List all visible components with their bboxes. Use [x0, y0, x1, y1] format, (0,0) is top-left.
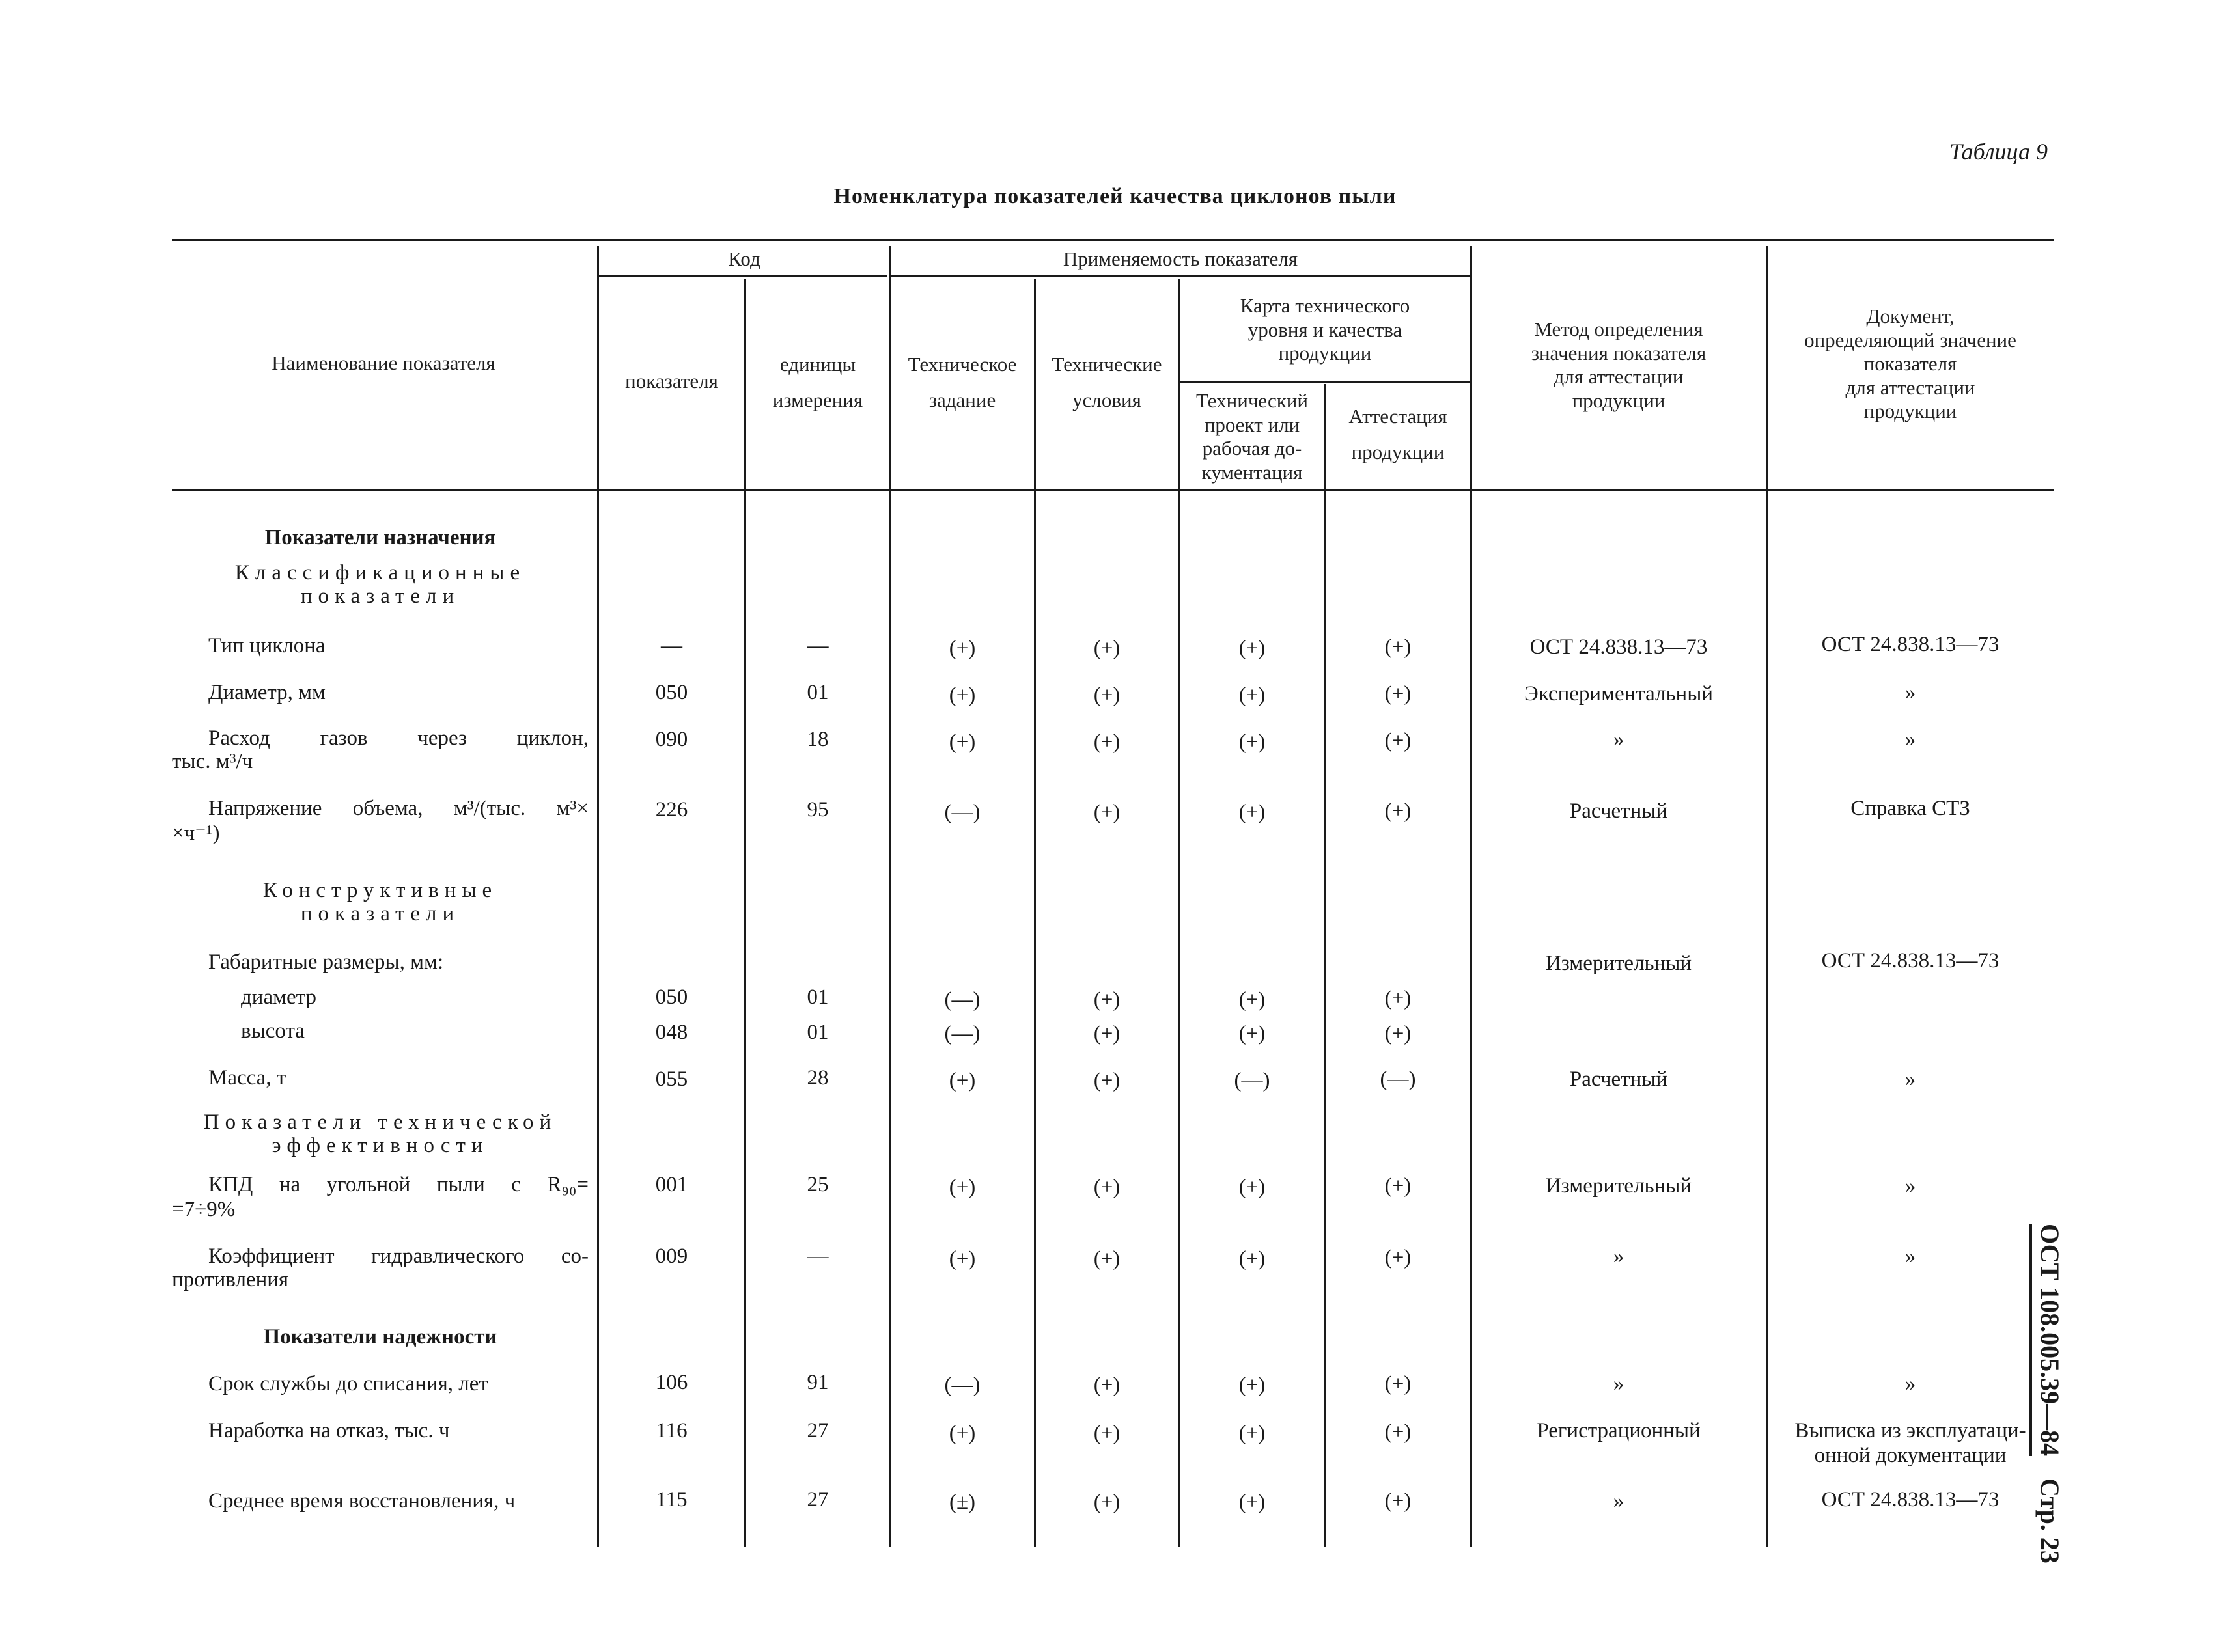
row-code: 009 — [655, 1245, 688, 1268]
row-doc: » — [1904, 728, 1916, 751]
row-att: (+) — [1384, 1246, 1412, 1269]
row-method: Регистрационный — [1537, 1419, 1701, 1442]
row-unit: — — [807, 1245, 829, 1268]
row-tu: (+) — [1093, 1022, 1121, 1045]
row-method: ОСТ 24.838.13—73 — [1529, 635, 1708, 659]
row-name: Среднее время восстановления, ч — [208, 1489, 516, 1513]
row-doc: ОСТ 24.838.13—73 — [1821, 1488, 2000, 1511]
row-tz: (+) — [949, 730, 976, 754]
row-method: » — [1613, 1372, 1624, 1396]
row-method: » — [1613, 728, 1624, 751]
header-quality-card: Карта технического уровня и качества продукции — [1240, 294, 1410, 365]
row-tu: (+) — [1093, 988, 1121, 1012]
row-code: 048 — [655, 1021, 688, 1044]
header-tech-task: Техническое задание — [908, 353, 1017, 411]
table-number: Таблица 9 — [1949, 139, 2048, 165]
row-tz: (±) — [949, 1491, 976, 1514]
header-code-indicator: показателя — [625, 370, 718, 392]
row-method: » — [1613, 1489, 1624, 1513]
row-code: 090 — [655, 728, 688, 751]
side-page-number: Стр. 23 — [2035, 1478, 2065, 1563]
row-tu: (+) — [1093, 1491, 1121, 1514]
row-tz: (+) — [949, 1247, 976, 1271]
row-method: » — [1613, 1245, 1624, 1268]
row-name: Масса, т — [208, 1066, 286, 1090]
row-doc: » — [1904, 1174, 1916, 1198]
row-att: (+) — [1384, 635, 1412, 659]
row-code: 001 — [655, 1173, 688, 1196]
row-tp: (+) — [1238, 730, 1266, 754]
row-doc: Выписка из эксплуатаци- онной документации — [1794, 1419, 2026, 1467]
row-unit: 95 — [807, 798, 829, 821]
row-tz: (+) — [949, 1422, 976, 1445]
row-doc: ОСТ 24.838.13—73 — [1821, 949, 2000, 972]
row-tz: (—) — [944, 988, 981, 1012]
row-unit: 27 — [807, 1488, 829, 1511]
row-name: Тип циклона — [208, 634, 326, 657]
row-name: Коэффициент гидравлического со- — [208, 1245, 589, 1268]
side-document-label — [2026, 1224, 2065, 1614]
row-tp: (+) — [1238, 1491, 1266, 1514]
row-name: диаметр — [241, 985, 316, 1009]
row-unit: 01 — [807, 1021, 829, 1044]
row-unit: 28 — [807, 1066, 829, 1090]
row-tp: (+) — [1238, 637, 1266, 660]
header-document: Документ, определяющий значение показателя для аттестации продукции — [1804, 305, 2016, 423]
section-tech-efficiency: Показатели технической эффективности — [203, 1110, 557, 1158]
header-applicability: Применяемость показателя — [1063, 247, 1298, 270]
row-tz: (+) — [949, 683, 976, 707]
row-att: (+) — [1384, 799, 1412, 823]
row-doc: » — [1904, 1067, 1916, 1091]
row-doc: » — [1904, 681, 1916, 704]
row-code: 050 — [655, 985, 688, 1009]
row-name: Срок службы до списания, лет — [208, 1372, 488, 1396]
row-unit: 27 — [807, 1419, 829, 1442]
row-name-cont: противления — [172, 1268, 289, 1291]
row-tu: (+) — [1093, 637, 1121, 660]
row-tp: (+) — [1238, 683, 1266, 707]
row-tp: (+) — [1238, 988, 1266, 1012]
row-doc: Справка СТЗ — [1850, 797, 1970, 820]
row-code: 116 — [656, 1419, 688, 1442]
row-att: (—) — [1380, 1067, 1416, 1091]
header-code-unit: единицы измерения — [772, 353, 863, 411]
row-name: Габаритные размеры, мм: — [208, 950, 444, 974]
row-tz: (+) — [949, 1069, 976, 1092]
row-method: Расчетный — [1569, 1067, 1668, 1091]
row-code: 055 — [655, 1067, 688, 1091]
row-tz: (—) — [944, 801, 981, 824]
header-attestation: Аттестация продукции — [1348, 405, 1447, 463]
row-name-cont: ×ч⁻¹) — [172, 821, 220, 845]
row-att: (+) — [1384, 1174, 1412, 1198]
row-tp: (+) — [1238, 1176, 1266, 1199]
header-tech-conditions: Технические условия — [1052, 353, 1162, 411]
row-tp: (+) — [1238, 1022, 1266, 1045]
row-att: (+) — [1384, 1372, 1412, 1396]
row-att: (+) — [1384, 987, 1412, 1010]
row-tu: (+) — [1093, 1373, 1121, 1397]
row-unit: — — [807, 634, 829, 657]
row-method: Измерительный — [1545, 952, 1692, 975]
row-code: — — [661, 634, 682, 657]
row-tp: (—) — [1234, 1069, 1270, 1092]
section-purpose: Показатели назначения — [264, 526, 496, 549]
row-method: Экспериментальный — [1524, 682, 1714, 706]
row-name: Наработка на отказ, тыс. ч — [208, 1419, 450, 1442]
row-tu: (+) — [1093, 683, 1121, 707]
row-method: Измерительный — [1545, 1174, 1692, 1198]
row-name: Диаметр, мм — [208, 681, 326, 704]
row-name: высота — [241, 1019, 305, 1043]
row-att: (+) — [1384, 1022, 1412, 1045]
section-reliability: Показатели надежности — [263, 1325, 497, 1349]
section-classification: Классификационные показатели — [234, 561, 526, 609]
row-att: (+) — [1384, 729, 1412, 752]
row-tu: (+) — [1093, 801, 1121, 824]
row-att: (+) — [1384, 682, 1412, 706]
row-tz: (—) — [944, 1373, 981, 1397]
row-name: Расход газов через циклон, — [208, 726, 589, 750]
row-tp: (+) — [1238, 1247, 1266, 1271]
row-tp: (+) — [1238, 1422, 1266, 1445]
row-tz: (+) — [949, 637, 976, 660]
row-doc: » — [1904, 1245, 1916, 1268]
row-tu: (+) — [1093, 1069, 1121, 1092]
row-code: 226 — [655, 798, 688, 821]
row-name-cont: тыс. м³/ч — [172, 750, 253, 773]
row-unit: 25 — [807, 1173, 829, 1196]
row-code: 115 — [656, 1488, 688, 1511]
row-tz: (—) — [944, 1022, 981, 1045]
row-unit: 91 — [807, 1371, 829, 1394]
table-title: Номенклатура показателей качества циклонов пыли — [833, 184, 1397, 208]
header-tech-project: Технический проект или рабочая до- кументация — [1196, 389, 1308, 484]
row-unit: 18 — [807, 728, 829, 751]
row-name: КПД на угольной пыли с R₉₀= — [208, 1173, 589, 1196]
header-code-group: Код — [728, 247, 760, 270]
row-tu: (+) — [1093, 1176, 1121, 1199]
row-method: Расчетный — [1569, 799, 1668, 823]
header-method: Метод определения значения показателя для аттестации продукции — [1531, 318, 1707, 412]
row-doc: ОСТ 24.838.13—73 — [1821, 633, 2000, 656]
side-document-code: ОСТ 108.005.39—84 — [2029, 1224, 2065, 1456]
row-att: (+) — [1384, 1420, 1412, 1444]
row-tu: (+) — [1093, 730, 1121, 754]
row-doc: » — [1904, 1372, 1916, 1396]
row-code: 106 — [655, 1371, 688, 1394]
row-unit: 01 — [807, 681, 829, 704]
section-constructive: Конструктивные показатели — [262, 879, 498, 926]
row-tp: (+) — [1238, 1373, 1266, 1397]
row-code: 050 — [655, 681, 688, 704]
row-name-cont: =7÷9% — [172, 1198, 236, 1221]
row-tu: (+) — [1093, 1422, 1121, 1445]
row-name: Напряжение объема, м³/(тыс. м³× — [208, 797, 589, 820]
row-tp: (+) — [1238, 801, 1266, 824]
row-tz: (+) — [949, 1176, 976, 1199]
row-tu: (+) — [1093, 1247, 1121, 1271]
header-name: Наименование показателя — [272, 351, 495, 374]
row-att: (+) — [1384, 1489, 1412, 1513]
row-unit: 01 — [807, 985, 829, 1009]
